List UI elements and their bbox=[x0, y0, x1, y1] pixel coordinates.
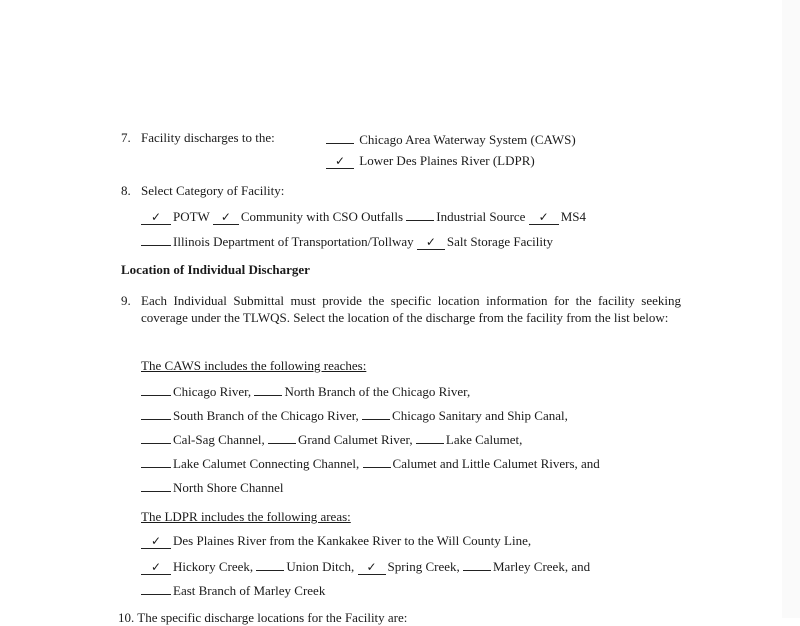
caws-lake-calumet-label: Lake Calumet, bbox=[445, 432, 523, 447]
q7-number: 7. bbox=[121, 130, 131, 145]
q8-potw-label: POTW bbox=[173, 209, 210, 224]
caws-chicago-river-label: Chicago River, bbox=[173, 384, 252, 399]
ldpr-des-plaines-checkbox[interactable]: ✓ bbox=[141, 535, 171, 549]
q8-ms4-label: MS4 bbox=[560, 209, 586, 224]
caws-row-3 bbox=[141, 430, 522, 448]
q7-option-caws[interactable] bbox=[326, 130, 576, 148]
q8-potw-checkbox[interactable]: ✓ bbox=[141, 211, 171, 225]
q8-salt-label: Salt Storage Facility bbox=[446, 234, 554, 249]
ldpr-hickory-creek-label: Hickory Creek, bbox=[173, 559, 254, 574]
q8-question: Select Category of Facility: bbox=[141, 183, 285, 198]
caws-grand-calumet-checkbox[interactable] bbox=[268, 430, 296, 444]
q8-number: 8. bbox=[121, 183, 131, 198]
q10-partial-text: 10. The specific discharge locations for the Facility are: bbox=[118, 610, 408, 625]
caws-lake-calumet-checkbox[interactable] bbox=[416, 430, 444, 444]
caws-calumet-rivers-checkbox[interactable] bbox=[363, 454, 391, 468]
q9-number: 9. bbox=[121, 293, 131, 308]
caws-connecting-channel-label: Lake Calumet Connecting Channel, bbox=[173, 456, 360, 471]
q7-ldpr-label: Lower Des Plaines River (LDPR) bbox=[359, 153, 535, 168]
q8-category-row-1 bbox=[141, 207, 586, 225]
q8-salt-checkbox[interactable]: ✓ bbox=[417, 236, 445, 250]
q8-cso-label: Community with CSO Outfalls bbox=[240, 209, 404, 224]
caws-calumet-rivers-label: Calumet and Little Calumet Rivers, and bbox=[392, 456, 600, 471]
ldpr-des-plaines-label: Des Plaines River from the Kankakee River to the Will County Line, bbox=[173, 533, 532, 548]
ldpr-row-2 bbox=[141, 557, 590, 575]
caws-connecting-channel-checkbox[interactable] bbox=[141, 454, 171, 468]
q7-caws-label: Chicago Area Waterway System (CAWS) bbox=[359, 132, 576, 147]
q8-category-row-2 bbox=[141, 232, 553, 250]
ldpr-union-ditch-checkbox[interactable] bbox=[256, 557, 284, 571]
ldpr-row-3 bbox=[141, 581, 325, 599]
q8-ms4-checkbox[interactable]: ✓ bbox=[529, 211, 559, 225]
ldpr-heading: The LDPR includes the following areas: bbox=[141, 509, 351, 524]
caws-chicago-river-checkbox[interactable] bbox=[141, 382, 171, 396]
caws-south-branch-label: South Branch of the Chicago River, bbox=[173, 408, 359, 423]
q8-idot-label: Illinois Department of Transportation/Tollway bbox=[173, 234, 414, 249]
caws-heading: The CAWS includes the following reaches: bbox=[141, 358, 367, 373]
section-heading: Location of Individual Discharger bbox=[121, 262, 310, 277]
ldpr-row-1 bbox=[141, 533, 531, 549]
ldpr-east-branch-label: East Branch of Marley Creek bbox=[173, 583, 326, 598]
caws-north-branch-checkbox[interactable] bbox=[254, 382, 282, 396]
caws-cal-sag-label: Cal-Sag Channel, bbox=[173, 432, 265, 447]
q8-industrial-label: Industrial Source bbox=[436, 209, 526, 224]
caws-north-branch-label: North Branch of the Chicago River, bbox=[284, 384, 471, 399]
caws-row-4 bbox=[141, 454, 600, 472]
ldpr-marley-creek-checkbox[interactable] bbox=[463, 557, 491, 571]
q9-text: Each Individual Submittal must provide the specific location information for the facility seeking coverage under the TLWQS. Select the location of the discharge from the facility from the list below: bbox=[141, 293, 681, 325]
caws-sanitary-canal-label: Chicago Sanitary and Ship Canal, bbox=[392, 408, 568, 423]
q7-question: Facility discharges to the: bbox=[141, 130, 275, 145]
q7-ldpr-checkbox[interactable]: ✓ bbox=[326, 155, 354, 169]
ldpr-east-branch-checkbox[interactable] bbox=[141, 581, 171, 595]
q8-industrial-checkbox[interactable] bbox=[406, 207, 434, 221]
q8-cso-checkbox[interactable]: ✓ bbox=[213, 211, 239, 225]
caws-row-5 bbox=[141, 478, 283, 496]
ldpr-marley-creek-label: Marley Creek, and bbox=[493, 559, 591, 574]
caws-row-2 bbox=[141, 406, 568, 424]
scan-edge bbox=[782, 0, 800, 618]
ldpr-hickory-creek-checkbox[interactable]: ✓ bbox=[141, 561, 171, 575]
ldpr-union-ditch-label: Union Ditch, bbox=[286, 559, 355, 574]
ldpr-spring-creek-label: Spring Creek, bbox=[387, 559, 460, 574]
caws-grand-calumet-label: Grand Calumet River, bbox=[297, 432, 413, 447]
q8-idot-checkbox[interactable] bbox=[141, 232, 171, 246]
ldpr-spring-creek-checkbox[interactable]: ✓ bbox=[358, 561, 386, 575]
caws-north-shore-checkbox[interactable] bbox=[141, 478, 171, 492]
q7-caws-checkbox[interactable] bbox=[326, 130, 354, 144]
q7-option-ldpr[interactable] bbox=[326, 153, 535, 169]
caws-south-branch-checkbox[interactable] bbox=[141, 406, 171, 420]
caws-cal-sag-checkbox[interactable] bbox=[141, 430, 171, 444]
caws-north-shore-label: North Shore Channel bbox=[173, 480, 284, 495]
caws-row-1 bbox=[141, 382, 470, 400]
caws-sanitary-canal-checkbox[interactable] bbox=[362, 406, 390, 420]
